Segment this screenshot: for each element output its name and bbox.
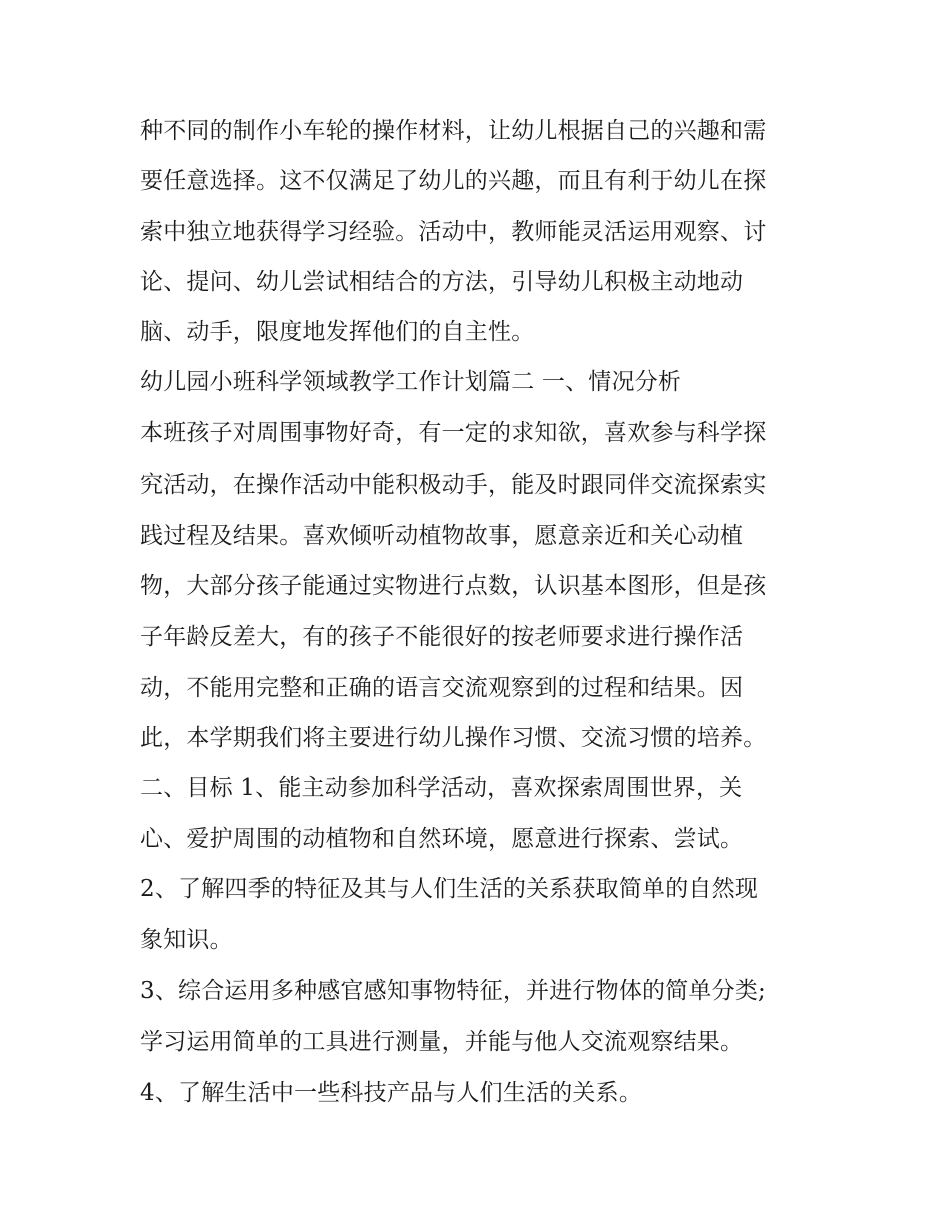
text-line: 动，不能用完整和正确的语言交流观察到的过程和结果。因 xyxy=(140,675,744,701)
text-line: 种不同的制作小车轮的操作材料，让幼儿根据自己的兴趣和需 xyxy=(140,118,767,144)
text-line: 学习运用简单的工具进行测量，并能与他人交流观察结果。 xyxy=(140,1029,744,1055)
text-line: 心、爱护周围的动植物和自然环境，愿意进行探索、尝试。 xyxy=(140,826,744,852)
text-line: 物，大部分孩子能通过实物进行点数，认识基本图形，但是孩 xyxy=(140,573,767,599)
text-line: 3、综合运用多种感官感知事物特征，并进行物体的简单分类; xyxy=(140,978,766,1004)
text-line: 践过程及结果。喜欢倾听动植物故事，愿意亲近和关心动植 xyxy=(140,523,744,549)
text-line: 索中独立地获得学习经验。活动中，教师能灵活运用观察、讨 xyxy=(140,219,767,245)
text-line: 象知识。 xyxy=(140,927,233,953)
text-line: 4、了解生活中一些科技产品与人们生活的关系。 xyxy=(140,1080,643,1106)
text-line: 究活动，在操作活动中能积极动手，能及时跟同伴交流探索实 xyxy=(140,472,767,498)
text-line: 要任意选择。这不仅满足了幼儿的兴趣，而且有利于幼儿在探 xyxy=(140,168,767,194)
text-line: 此，本学期我们将主要进行幼儿操作习惯、交流习惯的培养。 xyxy=(140,725,767,751)
section-heading: 幼儿园小班科学领域教学工作计划篇二 一、情况分析 xyxy=(140,369,682,395)
text-line: 子年龄反差大，有的孩子不能很好的按老师要求进行操作活 xyxy=(140,624,744,650)
text-line: 二、目标 1、能主动参加科学活动，喜欢探索周围世界，关 xyxy=(140,775,743,801)
text-line: 本班孩子对周围事物好奇，有一定的求知欲，喜欢参与科学探 xyxy=(140,420,767,446)
text-line: 2、了解四季的特征及其与人们生活的关系获取简单的自然现 xyxy=(140,876,759,902)
text-line: 脑、动手，限度地发挥他们的自主性。 xyxy=(140,319,535,345)
text-line: 论、提问、幼儿尝试相结合的方法，引导幼儿积极主动地动 xyxy=(140,269,744,295)
